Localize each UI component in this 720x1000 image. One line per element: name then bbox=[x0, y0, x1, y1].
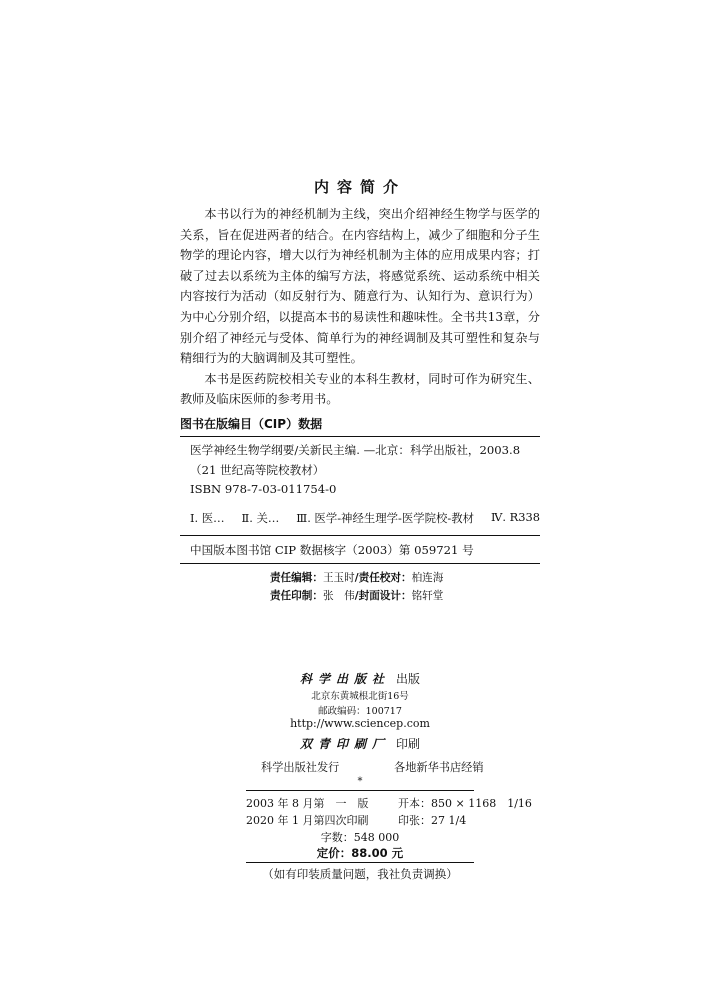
classification-item: Ⅳ. R338 bbox=[491, 510, 540, 524]
seller: 各地新华书店经销 bbox=[394, 761, 484, 774]
publisher-suffix: 出版 bbox=[396, 672, 421, 686]
publisher-name: 科学出版社 bbox=[299, 672, 390, 686]
cip-entry: 医学神经生物学纲要/关新民主编. —北京：科学出版社，2003.8 bbox=[190, 443, 521, 457]
word-count: 字数：548 000 bbox=[320, 831, 400, 844]
summary-paragraph: 本书以行为的神经机制为主线，突出介绍神经生物学与医学的关系，旨在促进两者的结合。在内容结构上，减少了细胞和分子生物学的理论内容，增大以行为神经机制为主体的应用成果内容；打破了过去以系统为主体的编写方法，将感觉系统、运动系统中相关内容按行为活动（如反射行为、随意行为、认知行为、意识行为）为中心分别介绍，以提高本书的易读性和趣味性。全书共13章，分别介绍了神经元与受体、简单行为的神经调制及其可塑性和复杂与精细行为的大脑调制及其可塑性。 bbox=[180, 207, 540, 366]
price-line bbox=[0, 845, 720, 861]
editors-line-1 bbox=[270, 570, 443, 585]
fourth-print: 2020 年 1 月第四次印刷 bbox=[246, 814, 369, 827]
distributor: 科学出版社发行 bbox=[261, 761, 340, 774]
classification-item: Ⅲ. 医学-神经生理学-医学院校-教材 bbox=[296, 511, 475, 525]
book-format: 开本：850 × 1168 1/16 bbox=[398, 797, 532, 810]
summary-title: 内容简介 bbox=[313, 178, 406, 196]
printer-line bbox=[0, 733, 720, 752]
sheets: 印张：27 1/4 bbox=[398, 814, 467, 827]
first-edition: 2003 年 8 月第 一 版 bbox=[246, 797, 369, 810]
publisher-url: http://www.sciencep.com bbox=[290, 717, 430, 730]
publisher-address: 北京东黄城根北街16号 bbox=[311, 691, 409, 702]
cip-number: 中国版本图书馆 CIP 数据核字（2003）第 059721 号 bbox=[190, 543, 474, 557]
summary-text bbox=[180, 204, 540, 410]
cip-bottom-rule bbox=[180, 563, 540, 564]
summary-paragraph: 本书是医药院校相关专业的本科生教材，同时可作为研究生、教师及临床医师的参考用书。 bbox=[180, 371, 540, 407]
proofreader-name: 柏连海 bbox=[411, 572, 444, 584]
cip-header: 图书在版编目（CIP）数据 bbox=[180, 417, 323, 431]
print-manager-label: 责任印制： bbox=[270, 590, 323, 602]
cip-middle-rule bbox=[180, 535, 540, 536]
cip-classification bbox=[190, 510, 540, 526]
printer-suffix: 印刷 bbox=[396, 737, 421, 751]
price-rule bbox=[246, 862, 474, 863]
price: 定价：88.00 元 bbox=[316, 846, 404, 860]
proofreader-label: /责任校对： bbox=[354, 572, 412, 584]
notice-line bbox=[0, 866, 720, 882]
quality-notice: （如有印装质量问题，我社负责调换） bbox=[262, 867, 458, 881]
cip-top-rule bbox=[180, 436, 540, 437]
classification-item: Ⅰ. 医… bbox=[190, 511, 225, 525]
publisher-line bbox=[0, 668, 720, 687]
printer-name: 双青印刷厂 bbox=[299, 737, 390, 751]
cover-designer-label: /封面设计： bbox=[354, 590, 412, 602]
separator-star: * bbox=[357, 776, 363, 787]
classification-item: Ⅱ. 关… bbox=[241, 511, 280, 525]
editor-name: 王玉时 bbox=[322, 572, 355, 584]
editor-label: 责任编辑： bbox=[270, 572, 323, 584]
cip-isbn: ISBN 978-7-03-011754-0 bbox=[190, 482, 337, 496]
editors-line-2 bbox=[270, 588, 443, 603]
print-manager-name: 张 伟 bbox=[322, 590, 355, 602]
cover-designer-name: 铭轩堂 bbox=[411, 590, 444, 602]
printing-rule bbox=[246, 790, 474, 791]
cip-series: （21 世纪高等院校教材） bbox=[190, 463, 325, 477]
publisher-postcode: 邮政编码：100717 bbox=[318, 706, 402, 717]
